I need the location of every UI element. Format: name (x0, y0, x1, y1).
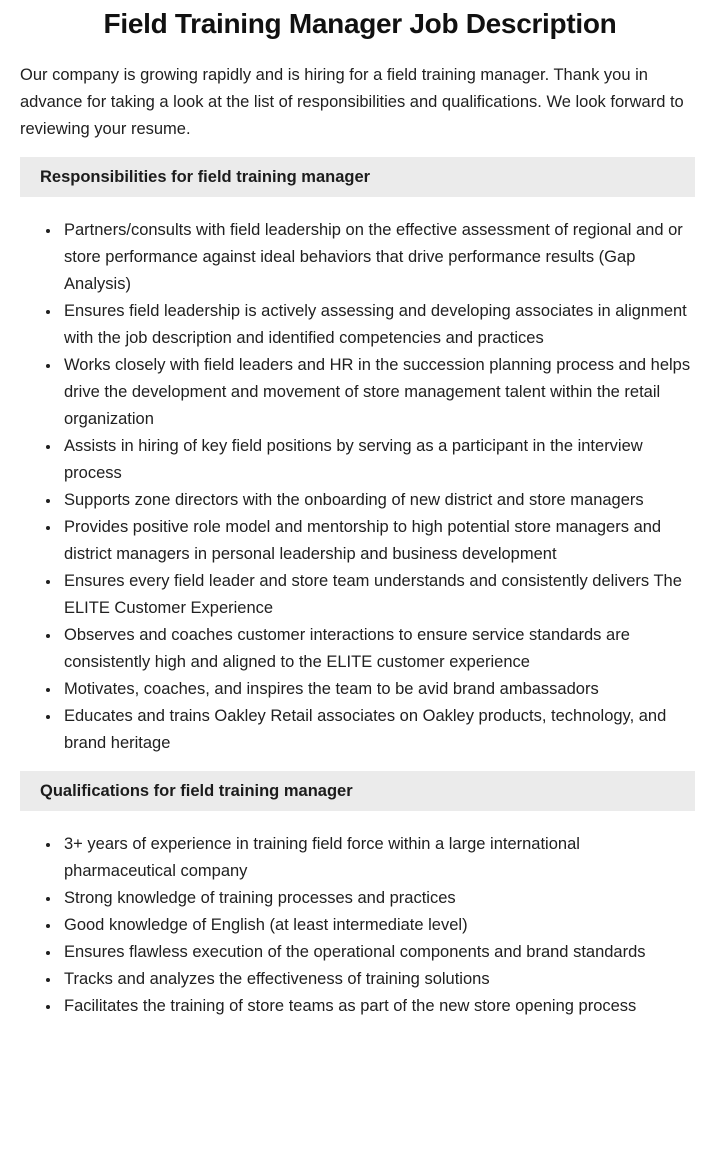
list-item: • 3+ years of experience in training field force within a large international pharmaceutical company (61, 831, 695, 885)
list-item: • Assists in hiring of key field positions by serving as a participant in the interview process (61, 433, 695, 487)
qualifications-section-header (20, 771, 695, 811)
responsibilities-section-header (20, 157, 695, 197)
document-page (0, 6, 720, 1171)
list-item: • Ensures field leadership is actively assessing and developing associates in alignment with the job description and identified competencies and practices (61, 298, 695, 352)
list-item: • Observes and coaches customer interactions to ensure service standards are consistently high and aligned to the ELITE customer experience (61, 622, 695, 676)
list-item: • Ensures every field leader and store team understands and consistently delivers The ELITE Customer Experience (61, 568, 695, 622)
intro-paragraph: Our company is growing rapidly and is hiring for a field training manager. Thank you in advance for taking a look at the list of responsibilities and qualifications. We look forward to reviewing your resume. (20, 66, 684, 138)
list-item: • Facilitates the training of store teams as part of the new store opening process (61, 993, 695, 1020)
list-item: • Works closely with field leaders and HR in the succession planning process and helps drive the development and movement of store management talent within the retail organization (61, 352, 695, 433)
page-title: Field Training Manager Job Description (103, 8, 617, 39)
list-item: • Supports zone directors with the onboarding of new district and store managers (61, 487, 695, 514)
list-item: • Ensures flawless execution of the operational components and brand standards (61, 939, 695, 966)
list-item: • Good knowledge of English (at least intermediate level) (61, 912, 695, 939)
qualifications-list (20, 831, 695, 1020)
list-item: • Provides positive role model and mentorship to high potential store managers and district managers in personal leadership and business development (61, 514, 695, 568)
responsibilities-heading-text: Responsibilities for field training manager (40, 167, 371, 186)
qualifications-heading-text: Qualifications for field training manager (40, 781, 353, 800)
list-item: • Partners/consults with field leadership on the effective assessment of regional and or store performance against ideal behaviors that drive performance results (Gap Analysis) (61, 217, 695, 298)
responsibilities-list (20, 217, 695, 757)
list-item: • Strong knowledge of training processes and practices (61, 885, 695, 912)
list-item: • Tracks and analyzes the effectiveness of training solutions (61, 966, 695, 993)
list-item: • Motivates, coaches, and inspires the team to be avid brand ambassadors (61, 676, 695, 703)
list-item: • Educates and trains Oakley Retail associates on Oakley products, technology, and brand heritage (61, 703, 695, 757)
